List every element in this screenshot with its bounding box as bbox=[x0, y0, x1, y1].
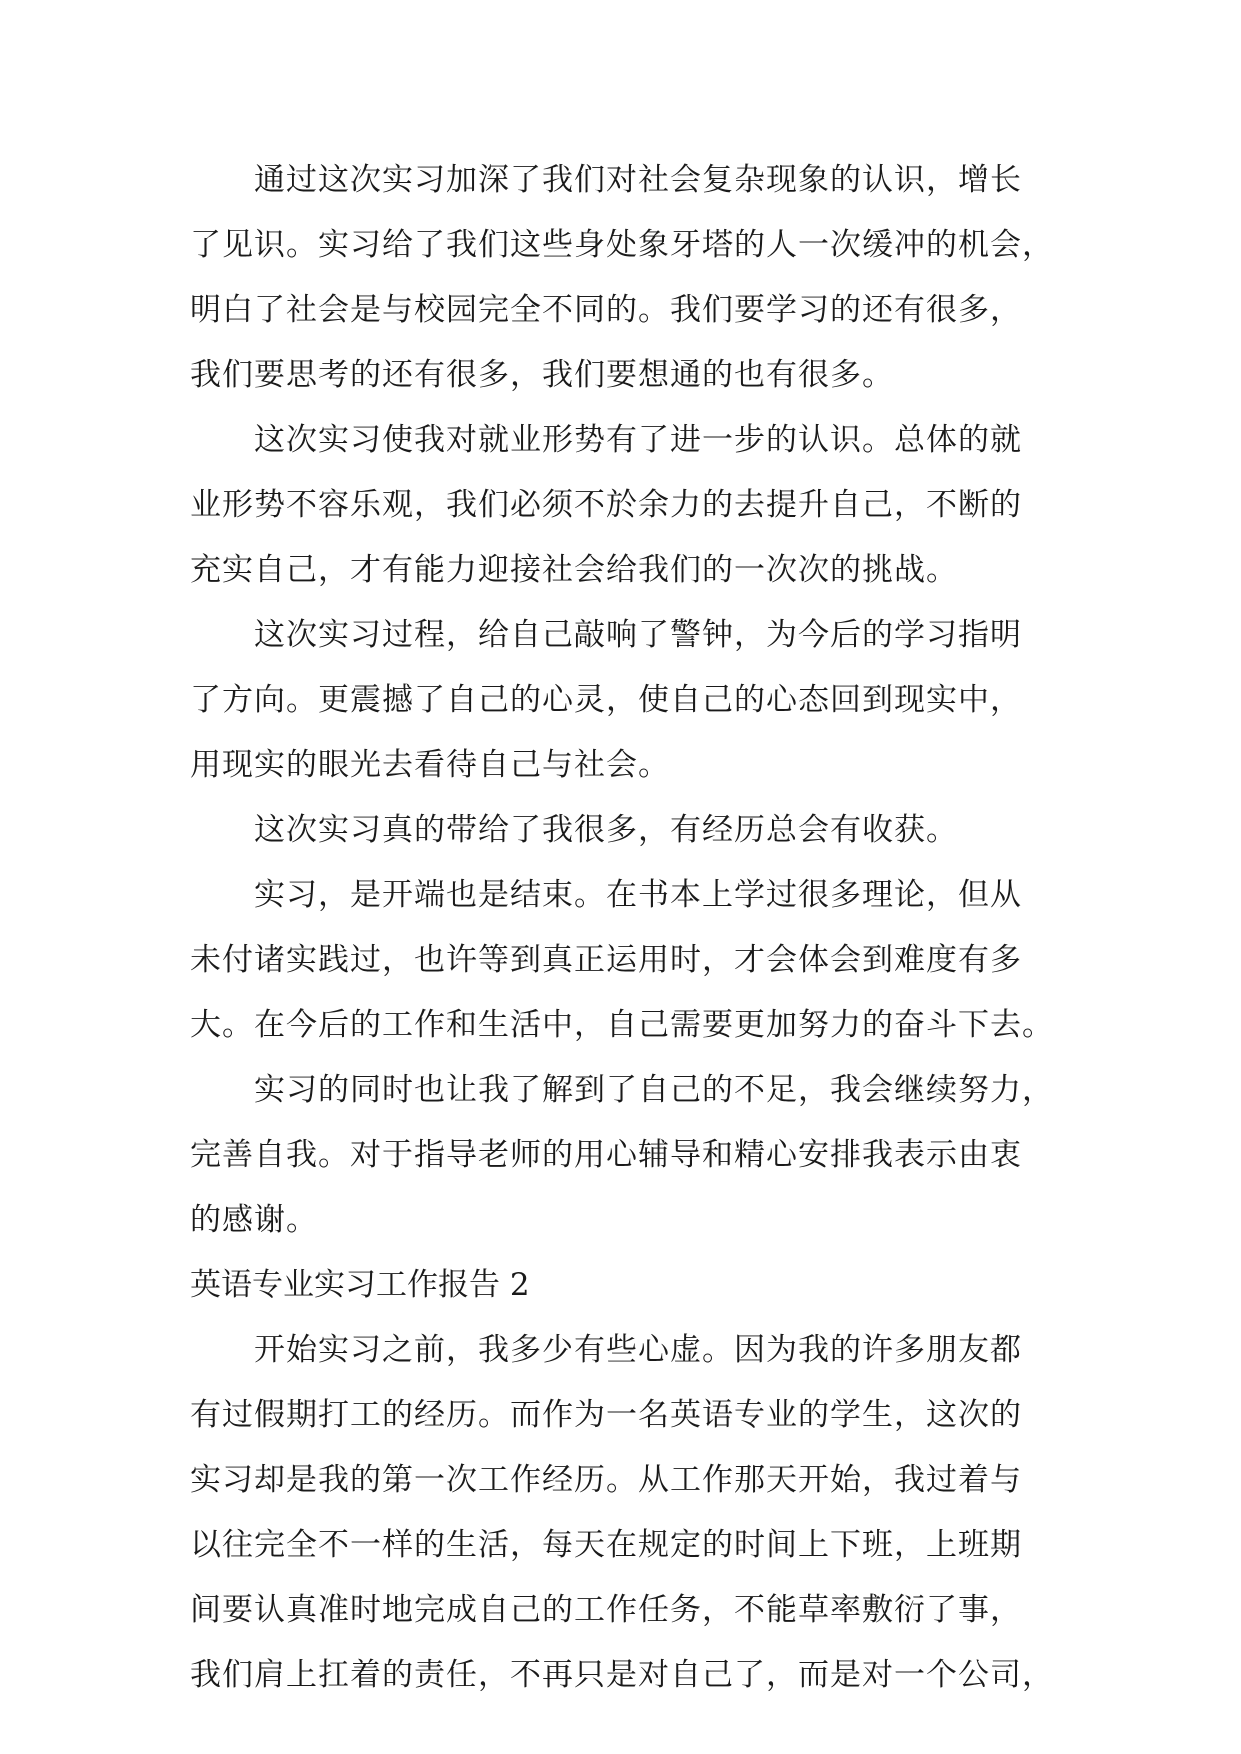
paragraph-line: 业形势不容乐观，我们必须不於余力的去提升自己，不断的 bbox=[190, 487, 1022, 523]
paragraph-line: 了方向。更震撼了自己的心灵，使自己的心态回到现实中， bbox=[190, 682, 1022, 718]
paragraph-line: 这次实习使我对就业形势有了进一步的认识。总体的就 bbox=[254, 422, 1022, 458]
paragraph-line: 这次实习真的带给了我很多，有经历总会有收获。 bbox=[254, 812, 958, 848]
paragraph-line: 我们肩上扛着的责任，不再只是对自己了，而是对一个公司， bbox=[190, 1657, 1054, 1693]
paragraph-line: 实习，是开端也是结束。在书本上学过很多理论，但从 bbox=[254, 877, 1022, 913]
paragraph-line: 间要认真准时地完成自己的工作任务，不能草率敷衍了事， bbox=[190, 1592, 1022, 1628]
paragraph-line: 这次实习过程，给自己敲响了警钟，为今后的学习指明 bbox=[254, 617, 1022, 653]
paragraph-line: 通过这次实习加深了我们对社会复杂现象的认识，增长 bbox=[254, 162, 1022, 198]
paragraph-line: 明白了社会是与校园完全不同的。我们要学习的还有很多， bbox=[190, 292, 1022, 328]
paragraph-line: 实习却是我的第一次工作经历。从工作那天开始，我过着与 bbox=[190, 1462, 1022, 1498]
paragraph-line: 完善自我。对于指导老师的用心辅导和精心安排我表示由衷 bbox=[190, 1137, 1022, 1173]
section-heading: 英语专业实习工作报告 2 bbox=[190, 1267, 530, 1303]
paragraph-line: 了见识。实习给了我们这些身处象牙塔的人一次缓冲的机会， bbox=[190, 227, 1054, 263]
paragraph-line: 未付诸实践过，也许等到真正运用时，才会体会到难度有多 bbox=[190, 942, 1022, 978]
paragraph-line: 的感谢。 bbox=[190, 1202, 318, 1238]
paragraph-line: 我们要思考的还有很多，我们要想通的也有很多。 bbox=[190, 357, 894, 393]
paragraph-line: 大。在今后的工作和生活中，自己需要更加努力的奋斗下去。 bbox=[190, 1007, 1054, 1043]
paragraph-line: 以往完全不一样的生活，每天在规定的时间上下班，上班期 bbox=[190, 1527, 1022, 1563]
paragraph-line: 有过假期打工的经历。而作为一名英语专业的学生，这次的 bbox=[190, 1397, 1022, 1433]
paragraph-line: 充实自己，才有能力迎接社会给我们的一次次的挑战。 bbox=[190, 552, 958, 588]
paragraph-line: 用现实的眼光去看待自己与社会。 bbox=[190, 747, 670, 783]
paragraph-line: 开始实习之前，我多少有些心虚。因为我的许多朋友都 bbox=[254, 1332, 1022, 1368]
paragraph-line: 实习的同时也让我了解到了自己的不足，我会继续努力， bbox=[254, 1072, 1054, 1108]
